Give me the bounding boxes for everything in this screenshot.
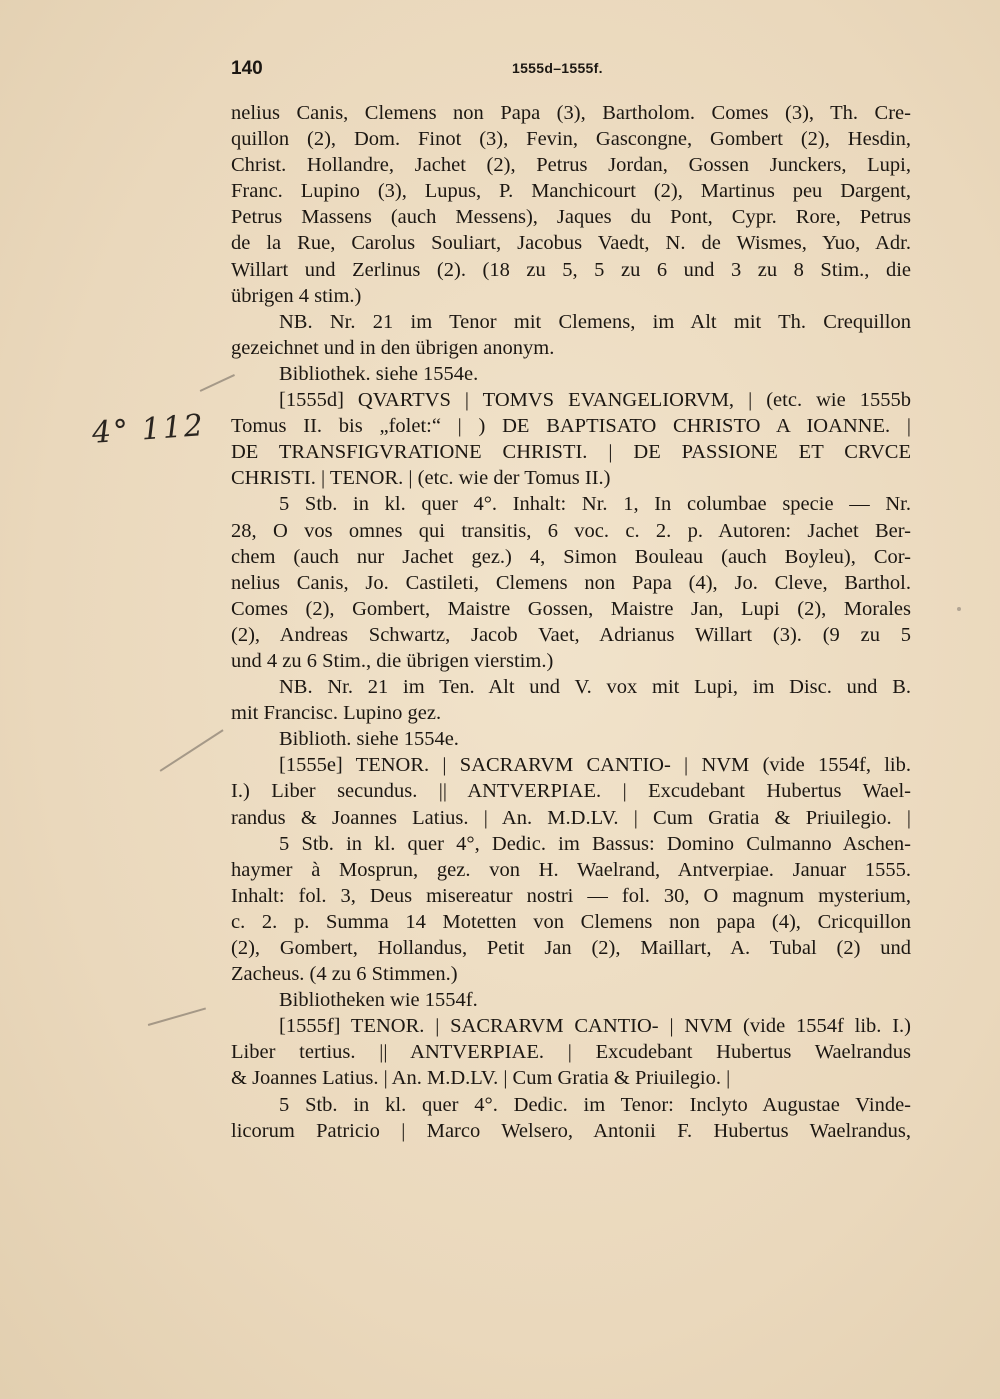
text-line: Petrus Massens (auch Messens), Jaques du Pont, Cypr. Rore, Petrus: [231, 206, 911, 229]
text-line: c. 2. p. Summa 14 Motetten von Clemens non papa (4), Cricquillon: [231, 910, 911, 933]
text-line: [1555e] TENOR. | SACRARVM CANTIO- | NVM (vide 1554f, lib.: [279, 754, 911, 777]
pencil-mark: [148, 1007, 206, 1025]
text-line: übrigen 4 stim.): [231, 284, 362, 307]
text-line: Bibliotheken wie 1554f.: [279, 989, 478, 1012]
text-line: randus & Joannes Latius. | An. M.D.LV. | Cum Gratia & Priuilegio. |: [231, 806, 911, 829]
page-number: 140: [231, 58, 263, 79]
text-line: Biblioth. siehe 1554e.: [279, 728, 459, 751]
text-line: de la Rue, Carolus Souliart, Jacobus Vaedt, N. de Wismes, Yuo, Adr.: [231, 232, 911, 255]
text-line: haymer à Mosprun, gez. von H. Waelrand, Antverpiae. Januar 1555.: [231, 858, 911, 881]
text-line: [1555d] QVARTVS | TOMVS EVANGELIORVM, | (etc. wie 1555b: [279, 389, 911, 412]
page-header: [231, 58, 911, 84]
pencil-mark: [160, 729, 224, 771]
text-line: mit Francisc. Lupino gez.: [231, 702, 442, 725]
text-line: (2), Gombert, Hollandus, Petit Jan (2), Maillart, A. Tubal (2) und: [231, 937, 911, 959]
text-line: Comes (2), Gombert, Maistre Gossen, Maistre Jan, Lupi (2), Morales: [231, 597, 911, 620]
text-line: I.) Liber secundus. || ANTVERPIAE. | Excudebant Hubertus Wael-: [231, 780, 911, 803]
text-line: chem (auch nur Jachet gez.) 4, Simon Bouleau (auch Boyleu), Cor-: [231, 545, 911, 568]
text-line: Zacheus. (4 zu 6 Stimmen.): [231, 963, 458, 986]
text-line: DE TRANSFIGVRATIONE CHRISTI. | DE PASSIONE ET CRVCE: [231, 441, 911, 464]
text-line: quillon (2), Dom. Finot (3), Fevin, Gascongne, Gombert (2), Hesdin,: [231, 128, 911, 151]
text-line: Tomus II. bis „folet:“ | ) DE BAPTISATO CHRISTO A IOANNE. |: [231, 415, 911, 438]
text-line: gezeichnet und in den übrigen anonym.: [231, 336, 555, 359]
text-line: licorum Patricio | Marco Welsero, Antonii F. Hubertus Waelrandus,: [231, 1119, 911, 1142]
text-line: nelius Canis, Clemens non Papa (3), Bartholom. Comes (3), Th. Cre-: [231, 102, 911, 124]
text-line: [1555f] TENOR. | SACRARVM CANTIO- | NVM (vide 1554f lib. I.): [279, 1015, 911, 1038]
text-line: 5 Stb. in kl. quer 4°, Dedic. im Bassus: Domino Culmanno Aschen-: [279, 832, 911, 855]
text-line: Franc. Lupino (3), Lupus, P. Manchicourt (2), Martinus peu Dargent,: [231, 180, 911, 203]
smudge-mark: [957, 607, 961, 611]
text-line: Liber tertius. || ANTVERPIAE. | Excudebant Hubertus Waelrandus: [231, 1041, 911, 1064]
text-line: 5 Stb. in kl. quer 4°. Dedic. im Tenor: Inclyto Augustae Vinde-: [279, 1093, 911, 1116]
text-line: 28, O vos omnes qui transitis, 6 voc. c. 2. p. Autoren: Jachet Ber-: [231, 519, 911, 542]
text-line: Inhalt: fol. 3, Deus misereatur nostri — fol. 30, O magnum mysterium,: [231, 884, 911, 907]
text-line: nelius Canis, Jo. Castileti, Clemens non Papa (4), Jo. Cleve, Barthol.: [231, 571, 911, 594]
text-line: und 4 zu 6 Stim., die übrigen vierstim.): [231, 649, 554, 672]
text-line: CHRISTI. | TENOR. | (etc. wie der Tomus II.): [231, 467, 611, 490]
text-line: Willart und Zerlinus (2). (18 zu 5, 5 zu 6 und 3 zu 8 Stim., die: [231, 258, 911, 281]
text-line: NB. Nr. 21 im Tenor mit Clemens, im Alt mit Th. Crequillon: [279, 310, 911, 333]
text-line: Bibliothek. siehe 1554e.: [279, 362, 479, 385]
body-text: [231, 100, 911, 1144]
text-line: NB. Nr. 21 im Ten. Alt und V. vox mit Lupi, im Disc. und B.: [279, 676, 911, 699]
handwritten-shelfmark: 4° 112: [90, 408, 206, 451]
text-line: 5 Stb. in kl. quer 4°. Inhalt: Nr. 1, In columbae specie — Nr.: [279, 493, 911, 516]
running-head: 1555d–1555f.: [512, 60, 603, 76]
text-line: (2), Andreas Schwartz, Jacob Vaet, Adrianus Willart (3). (9 zu 5: [231, 623, 911, 646]
text-line: & Joannes Latius. | An. M.D.LV. | Cum Gratia & Priuilegio. |: [231, 1067, 731, 1090]
text-line: Christ. Hollandre, Jachet (2), Petrus Jordan, Gossen Junckers, Lupi,: [231, 154, 911, 177]
pencil-mark: [200, 374, 235, 391]
